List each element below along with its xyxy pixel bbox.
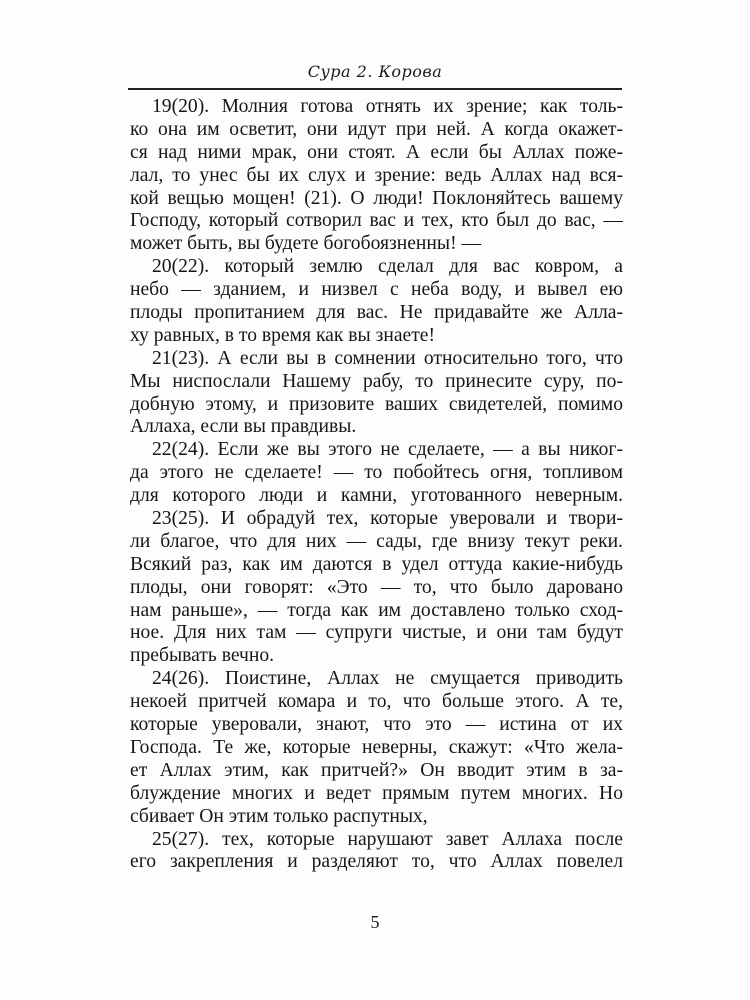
text-line: его закрепления и разделяют то, что Аллах повелел [130,851,623,873]
text-line: Всякий раз, как им даются в удел оттуда какие-нибудь [130,553,623,575]
verse-start-line: 19(20). Молния готова отнять их зрение; как толь- [152,96,623,117]
text-line: ху равных, в то время как вы знаете! [130,324,435,346]
text-line: ет Аллах этим, как притчей?» Он вводит этим в за- [130,759,623,781]
header-rule [128,88,622,90]
text-line: блуждение многих и ведет прямым путем многих. Но [130,782,623,804]
text-line: плоды пропитанием для вас. Не придавайте же Алла- [130,302,623,324]
text-line: Мы ниспослали Нашему рабу, то принесите суру, по- [130,370,623,392]
verse-start-line: 21(23). А если вы в сомнении относительно того, что [152,347,623,369]
verse-start-line: 23(25). И обрадуй тех, которые уверовали и твори- [152,508,623,530]
running-head: Сура 2. Корова [307,62,443,81]
text-line: ное. Для них там — супруги чистые, и они там будут [130,622,623,644]
text-line: пребывать вечно. [130,645,275,667]
text-line: ли благое, что для них — сады, где внизу текут реки. [130,530,623,552]
text-line: небо — зданием, и низвел с неба воду, и вывел ею [130,279,623,301]
verse-start-line: 25(27). тех, которые нарушают завет Аллаха после [152,828,623,850]
text-line: кой вещью мощен! (21). О люди! Поклоняйтесь вашему [130,187,623,209]
verse-start-line: 24(26). Поистине, Аллах не смущается приводить [152,668,623,690]
verse-start-line: 20(22). который землю сделал для вас ковром, а [152,256,623,278]
text-line: некоей притчей комара и то, что больше этого. А те, [130,691,623,713]
text-line: ко она им осветит, они идут при ней. А когда окажет- [130,118,623,140]
page-number: 5 [370,912,380,932]
text-line: Господа. Те же, которые неверны, скажут: «Что жела- [130,736,623,758]
text-line: ся над ними мрак, они стоят. А если бы Аллах поже- [130,141,623,163]
text-line: может быть, вы будете богобоязненны! — [130,233,482,255]
text-line: лал, то унес бы их слух и зрение: ведь Аллах над вся- [130,164,623,186]
text-line: Аллаха, если вы правдивы. [130,416,357,438]
body-text [130,96,623,874]
text-line: да этого не сделаете! — то побойтесь огня, топливом [130,462,623,484]
text-line: добную этому, и призовите ваших свидетелей, помимо [130,393,623,415]
text-line: Господу, который сотворил вас и тех, кто был до вас, — [130,210,623,232]
text-line: для которого люди и камни, уготованного неверным. [130,485,623,507]
text-line: нам раньше», — тогда как им доставлено только сход- [130,599,623,621]
verse-start-line: 22(24). Если же вы этого не сделаете, — а вы никог- [152,439,623,461]
text-line: сбивает Он этим только распутных, [130,805,428,827]
text-line: которые уверовали, знают, что это — истина от их [130,714,623,736]
text-line: плоды, они говорят: «Это — то, что было даровано [130,576,623,598]
